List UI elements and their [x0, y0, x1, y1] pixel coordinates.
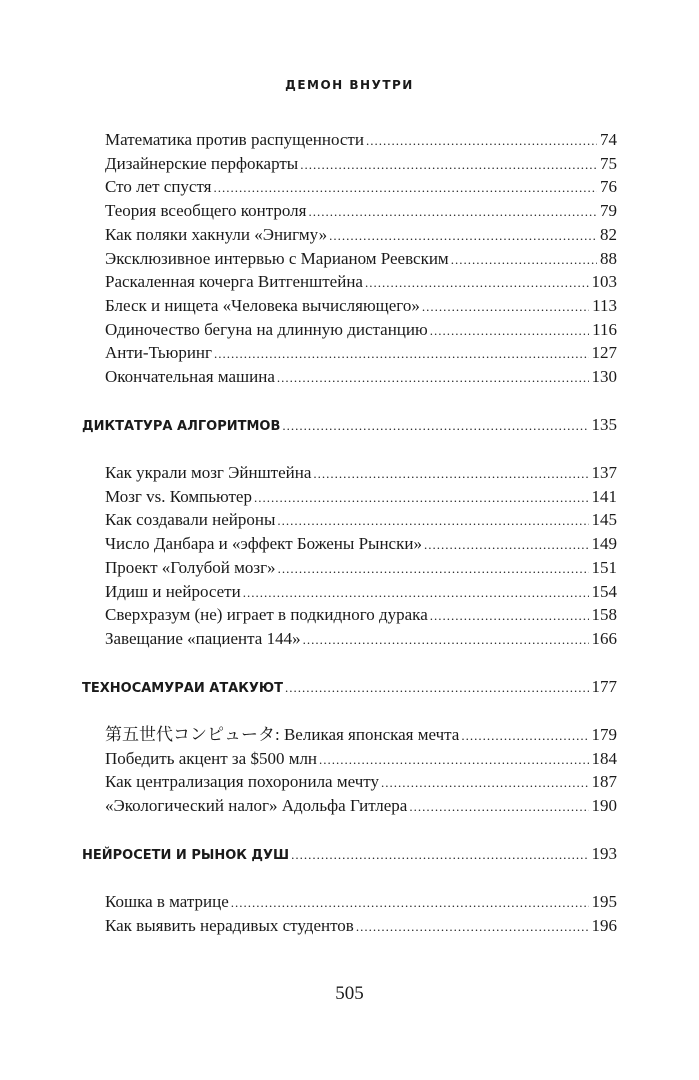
toc-entry [105, 627, 617, 651]
toc-entry [105, 365, 617, 389]
toc-entry [105, 318, 617, 342]
toc-entry-title: Как выявить нерадивых студентов [105, 915, 354, 935]
toc-leader-dots [319, 748, 588, 772]
toc-entry-title: Дизайнерские перфокарты [105, 153, 299, 173]
toc-section-title: НЕЙРОСЕТИ И РЫНОК ДУШ [82, 848, 290, 863]
toc-leader-dots [366, 129, 597, 153]
toc-entry-title: Теория всеобщего контроля [105, 201, 307, 221]
toc-entry [105, 794, 617, 818]
toc-leader-dots [303, 628, 589, 652]
toc-entry [105, 723, 617, 747]
toc-page-number: 135 [591, 415, 617, 434]
toc-page-number: 151 [591, 557, 617, 577]
toc-page-number: 177 [591, 676, 617, 696]
toc-leader-dots [300, 153, 597, 177]
toc-page-number: 116 [592, 319, 617, 339]
toc-entry-title: Мозг vs. Компьютер [105, 486, 252, 506]
toc-entry-title: Эксклюзивное интервью с Марианом Реевским [105, 248, 449, 268]
toc-entry-title: Блеск и нищета «Человека вычисляющего» [105, 295, 420, 315]
toc-entry-title: Анти-Тьюринг [105, 343, 212, 363]
toc-page-number: 187 [591, 772, 617, 792]
toc-page-number: 137 [591, 463, 617, 482]
toc-entry [105, 914, 617, 938]
toc-page-number: 145 [591, 510, 617, 530]
toc-leader-dots [214, 342, 589, 366]
toc-leader-dots [365, 271, 589, 295]
toc-entry [105, 270, 617, 294]
toc-leader-dots [329, 224, 597, 248]
toc-entry [105, 175, 617, 199]
toc-entry-title: Идиш и нейросети [105, 581, 241, 601]
toc-section [82, 842, 617, 866]
toc-leader-dots [277, 509, 588, 533]
toc-leader-dots [451, 248, 597, 272]
toc-page-number: 149 [591, 534, 617, 554]
toc-entry [105, 199, 617, 223]
toc-leader-dots [282, 414, 588, 438]
toc-page-number: 103 [591, 272, 617, 292]
toc-entry-title: «Экологический налог» Адольфа Гитлера [105, 796, 408, 815]
toc-entry-title: Сто лет спустя [105, 177, 212, 197]
toc-entry [105, 556, 617, 580]
toc-leader-dots [308, 200, 597, 224]
toc-leader-dots [422, 295, 589, 319]
toc-page-number: 184 [591, 748, 617, 768]
toc-section [82, 675, 617, 699]
toc-page-number: 193 [591, 844, 617, 863]
toc-entry-title: Как создавали нейроны [105, 510, 276, 530]
page-number: 505 [335, 983, 364, 1004]
toc-page-number: 75 [600, 153, 617, 173]
toc-entry [105, 485, 617, 509]
toc-entry [105, 223, 617, 247]
toc-entry [105, 747, 617, 771]
toc-entry [105, 603, 617, 627]
toc-leader-dots [409, 795, 588, 819]
toc-leader-dots [381, 771, 589, 795]
toc-page-number: 74 [600, 130, 617, 149]
toc-leader-dots [254, 486, 589, 510]
toc-page-number: 158 [591, 605, 617, 625]
toc-leader-dots [356, 915, 589, 939]
toc-page-number: 196 [591, 915, 617, 935]
toc-leader-dots [424, 533, 589, 557]
toc-entry-title: Победить акцент за $500 млн [105, 748, 318, 768]
toc-entry [105, 128, 617, 152]
toc-section-title: ТЕХНОСАМУРАИ АТАКУЮТ [82, 680, 284, 696]
toc-entry-title: Окончательная машина [105, 367, 275, 386]
toc-leader-dots [243, 581, 589, 605]
toc-leader-dots [461, 724, 588, 748]
toc-leader-dots [291, 843, 588, 867]
running-head: ДЕМОН ВНУТРИ [285, 78, 414, 92]
toc-entry [105, 890, 617, 914]
toc-section [82, 413, 617, 437]
toc-page-number: 154 [591, 581, 617, 601]
toc-leader-dots [231, 891, 589, 915]
toc-entry-title: Проект «Голубой мозг» [105, 557, 276, 577]
toc-leader-dots [278, 557, 589, 581]
toc-page-number: 166 [591, 628, 617, 648]
toc-page-number: 76 [600, 177, 617, 197]
toc-entry [105, 152, 617, 176]
toc-page-number: 88 [600, 248, 617, 268]
toc-page-number: 141 [591, 486, 617, 506]
toc-entry-title: Математика против распущенности [105, 130, 364, 149]
toc-page-number: 82 [600, 224, 617, 244]
toc-entry-title: Число Данбара и «эффект Божены Рынски» [105, 534, 422, 554]
toc-page-number: 130 [591, 367, 617, 386]
toc-entry [105, 461, 617, 485]
toc-leader-dots [430, 319, 589, 343]
toc-leader-dots [430, 604, 589, 628]
toc-entry [105, 247, 617, 271]
toc-page-number: 195 [591, 892, 617, 911]
toc-entry [105, 532, 617, 556]
toc-entry-title: Как украли мозг Эйнштейна [105, 463, 312, 482]
toc-leader-dots [214, 176, 598, 200]
toc-entry [105, 294, 617, 318]
toc-entry-title: Одиночество бегуна на длинную дистанцию [105, 319, 428, 339]
toc-entry [105, 341, 617, 365]
toc-page-number: 79 [600, 201, 617, 221]
toc-page-number: 127 [591, 343, 617, 363]
toc-leader-dots [285, 676, 588, 700]
toc-entry-title: Как поляки хакнули «Энигму» [105, 224, 328, 244]
toc-section-title: ДИКТАТУРА АЛГОРИТМОВ [82, 419, 281, 434]
toc-entry-title: Сверхразум (не) играет в подкидного дурака [105, 605, 428, 625]
toc-leader-dots [313, 462, 588, 486]
toc-entry-title: Как централизация похоронила мечту [105, 772, 379, 792]
toc-leader-dots [277, 366, 589, 390]
toc-entry-title: Раскаленная кочерга Витгенштейна [105, 272, 363, 292]
toc-page-number: 190 [591, 796, 617, 815]
toc-entry [105, 580, 617, 604]
toc-entry-title: 第五世代コンピュータ: Великая японская мечта [105, 724, 460, 744]
toc-entry [105, 508, 617, 532]
toc-entry [105, 770, 617, 794]
toc-page-number: 179 [591, 724, 617, 744]
toc-page-number: 113 [592, 295, 617, 315]
toc-entry-title: Завещание «пациента 144» [105, 628, 301, 648]
toc-entry-title: Кошка в матрице [105, 892, 229, 911]
